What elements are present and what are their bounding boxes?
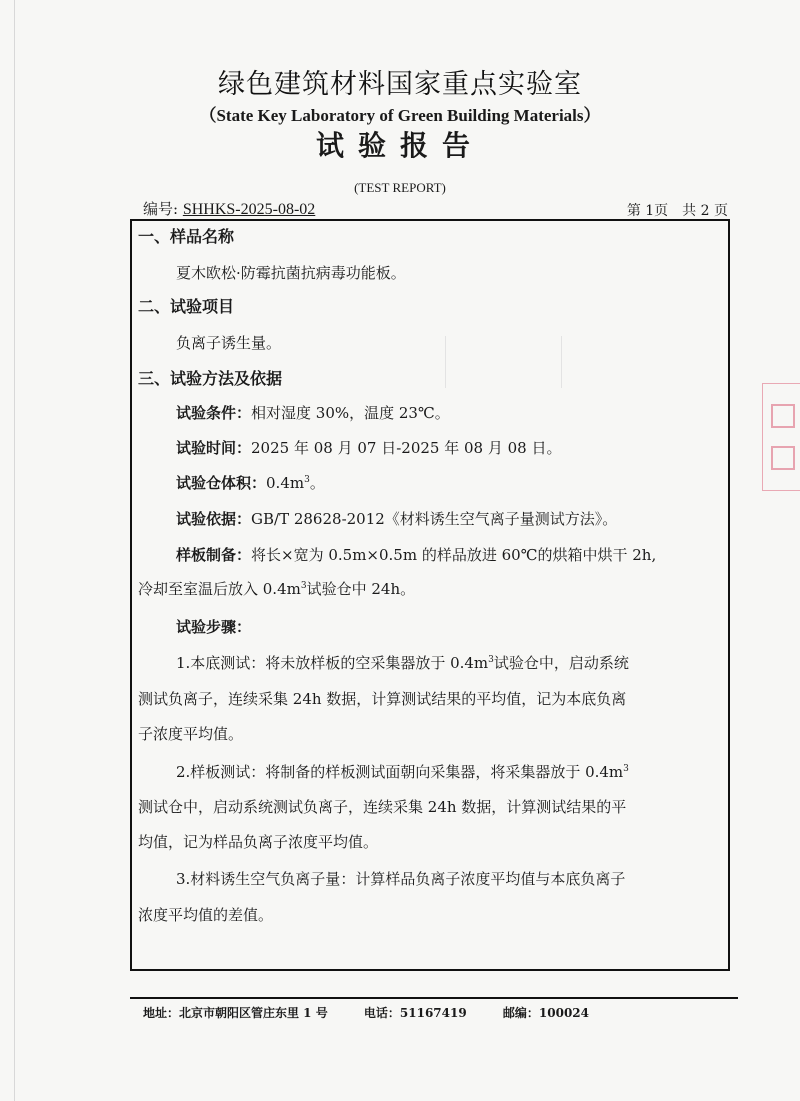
footer-address: 地址：北京市朝阳区管庄东里 1 号	[143, 1006, 328, 1020]
report-subtitle: (TEST REPORT)	[354, 180, 446, 195]
scan-edge-line	[14, 0, 15, 1101]
steps-label: 试验步骤：	[176, 618, 252, 636]
section-2-heading: 二、试验项目	[138, 297, 235, 316]
prep-text-1: 将长×宽为 0.5m×0.5m 的样品放进 60℃的烘箱中烘干 2h,	[251, 546, 657, 564]
test-conditions	[176, 402, 450, 423]
volume-end: 。	[309, 474, 325, 492]
lab-title-chinese: 绿色建筑材料国家重点实验室	[218, 69, 582, 100]
chamber-volume	[176, 472, 325, 493]
prep-label: 样板制备：	[176, 546, 252, 564]
prep-text-2a: 冷却至室温后放入 0.4m	[138, 580, 301, 598]
footer-postcode: 邮编：100024	[502, 1006, 590, 1020]
basis-label: 试验依据：	[176, 510, 252, 528]
seal-stamp-fragment	[762, 383, 800, 491]
sample-preparation-line-2	[138, 578, 415, 599]
basis-text: GB/T 28628-2012《材料诱生空气离子量测试方法》。	[251, 510, 618, 528]
serial-label: 编号:	[143, 200, 179, 218]
seal-char-mark	[771, 404, 795, 428]
serial-number-field	[143, 198, 315, 219]
time-text: 2025 年 08 月 07 日-2025 年 08 月 08 日。	[251, 439, 562, 457]
step-1-superscript: 3	[488, 655, 494, 665]
test-item: 负离子诱生量。	[176, 334, 282, 352]
test-basis	[176, 508, 617, 529]
step-2-text-a: 2.样板测试：将制备的样板测试面朝向采集器，将采集器放于 0.4m	[176, 763, 624, 781]
footer-contact	[143, 1004, 621, 1021]
time-label: 试验时间：	[176, 439, 252, 457]
prep-superscript: 3	[300, 581, 307, 591]
step-2-line-3: 均值，记为样品负离子浓度平均值。	[138, 833, 379, 851]
prep-text-2b: 试验仓中 24h。	[306, 580, 416, 598]
step-1-line-3: 子浓度平均值。	[138, 725, 244, 743]
step-3-line-1: 3.材料诱生空气负离子量：计算样品负离子浓度平均值与本底负离子	[176, 870, 626, 888]
sample-preparation-line-1	[176, 544, 656, 565]
step-1-text-a: 1.本底测试：将未放样板的空采集器放于 0.4m	[176, 654, 489, 672]
sample-name: 夏木欧松·防霉抗菌抗病毒功能板。	[176, 264, 406, 282]
volume-label: 试验仓体积：	[176, 474, 267, 492]
bleed-through-marks	[445, 336, 562, 388]
step-3-line-2: 浓度平均值的差值。	[138, 906, 274, 924]
seal-char-mark	[771, 446, 795, 470]
footer-phone: 电话：51167419	[363, 1006, 467, 1020]
volume-text: 0.4m	[266, 474, 305, 492]
section-1-heading: 一、样品名称	[138, 227, 235, 246]
test-time	[176, 437, 561, 458]
step-1-text-b: 试验仓中，启动系统	[493, 654, 629, 672]
volume-superscript: 3	[304, 475, 310, 485]
step-1-line-2: 测试负离子，连续采集 24h 数据，计算测试结果的平均值，记为本底负离	[138, 690, 627, 708]
page-info: 第 1页 共 2 页	[626, 203, 728, 219]
step-2-line-1	[176, 761, 629, 782]
serial-number: SHHKS-2025-08-02	[182, 201, 316, 218]
step-2-superscript: 3	[623, 764, 629, 774]
report-title: 试验报告	[315, 129, 484, 162]
step-1-line-1	[176, 652, 629, 673]
section-3-heading: 三、试验方法及依据	[138, 369, 283, 388]
conditions-label: 试验条件：	[176, 404, 252, 422]
conditions-text: 相对湿度 30%，温度 23℃。	[251, 404, 450, 422]
footer-divider	[130, 997, 738, 999]
step-2-line-2: 测试仓中，启动系统测试负离子，连续采集 24h 数据，计算测试结果的平	[138, 798, 627, 816]
lab-title-english: （State Key Laboratory of Green Building Materials）	[199, 106, 601, 125]
